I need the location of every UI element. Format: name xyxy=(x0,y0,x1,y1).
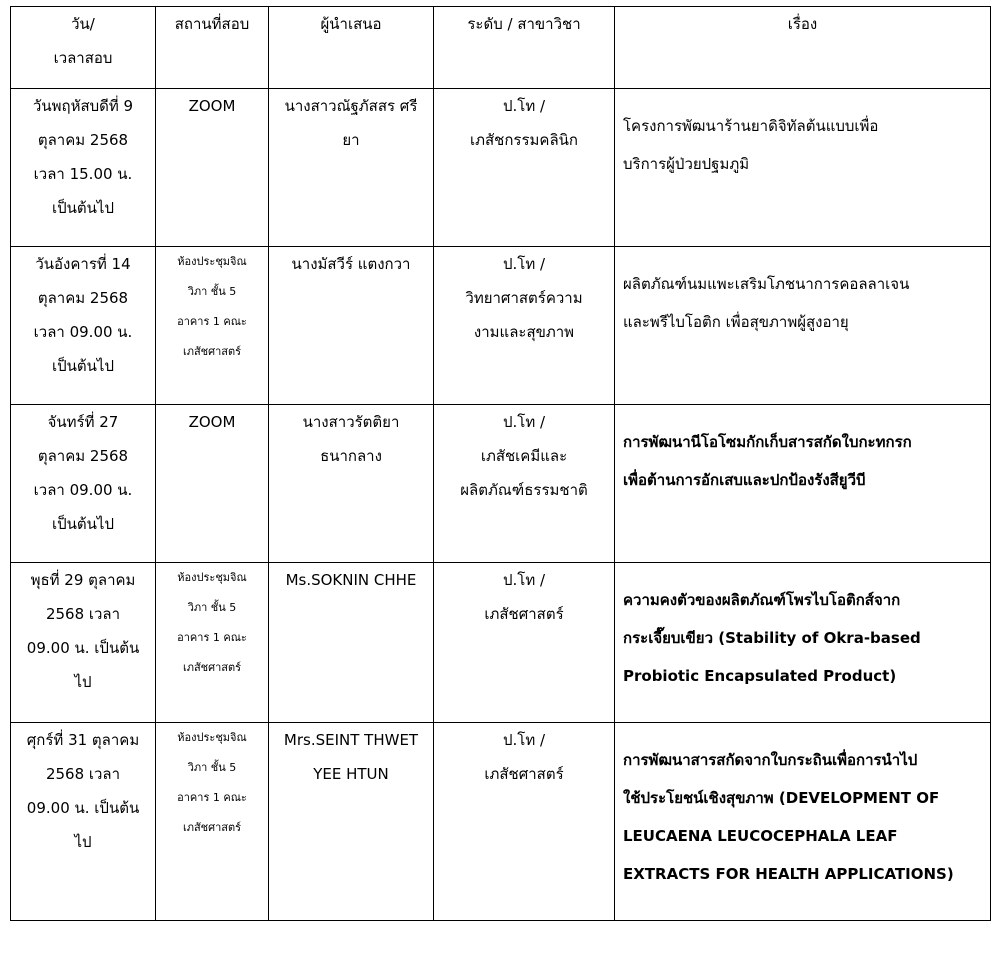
date-cell xyxy=(11,247,156,405)
level-line: วิทยาศาสตร์ความ xyxy=(465,289,583,307)
venue-line: ห้องประชุมจิณ xyxy=(177,731,247,744)
date-line: ไป xyxy=(74,833,92,851)
table-row xyxy=(11,563,991,723)
date-line: เป็นต้นไป xyxy=(52,199,114,217)
table-row xyxy=(11,405,991,563)
date-cell xyxy=(11,89,156,247)
venue-line: เภสัชศาสตร์ xyxy=(182,345,242,358)
presenter-cell xyxy=(269,405,434,563)
date-cell xyxy=(11,723,156,921)
level-line: เภสัชเคมีและ xyxy=(480,447,568,465)
venue-line: เภสัชศาสตร์ xyxy=(182,661,242,674)
topic-line: EXTRACTS FOR HEALTH APPLICATIONS) xyxy=(623,865,954,883)
date-line: ตุลาคม 2568 xyxy=(37,131,129,149)
header-row xyxy=(11,7,991,89)
presenter-line: นางสาวรัตติยา xyxy=(302,413,400,431)
venue-line: อาคาร 1 คณะ xyxy=(177,791,247,804)
date-line: พุธที่ 29 ตุลาคม xyxy=(30,571,136,589)
topic-cell xyxy=(615,247,991,405)
topic-text xyxy=(619,247,986,341)
topic-line: ความคงตัวของผลิตภัณฑ์โพรไบโอติกส์จาก xyxy=(623,591,901,609)
presenter-line: ยา xyxy=(342,131,360,149)
topic-line: เพื่อต้านการอักเสบและปกป้องรังสียูวีบี xyxy=(623,471,866,489)
date-line: เป็นต้นไป xyxy=(52,515,114,533)
header-date-line1: วัน/ xyxy=(71,15,95,33)
date-line: จันทร์ที่ 27 xyxy=(47,413,119,431)
header-topic: เรื่อง xyxy=(615,7,991,89)
topic-line: บริการผู้ป่วยปฐมภูมิ xyxy=(623,155,750,173)
topic-line: และพรีไบโอติก เพื่อสุขภาพผู้สูงอายุ xyxy=(623,313,849,331)
presenter-cell xyxy=(269,247,434,405)
date-line: ศุกร์ที่ 31 ตุลาคม xyxy=(26,731,140,749)
topic-cell xyxy=(615,89,991,247)
venue-line: ZOOM xyxy=(188,413,236,431)
level-line: ป.โท / xyxy=(502,413,546,431)
date-line: ตุลาคม 2568 xyxy=(37,289,129,307)
venue-line: ห้องประชุมจิณ xyxy=(177,571,247,584)
presenter-line: นางมัสวีร์ แตงกวา xyxy=(291,255,411,273)
topic-text xyxy=(619,563,986,695)
exam-schedule-table xyxy=(10,6,991,921)
topic-cell xyxy=(615,563,991,723)
level-line: ผลิตภัณฑ์ธรรมชาติ xyxy=(460,481,588,499)
level-line: ป.โท / xyxy=(502,571,546,589)
venue-line: เภสัชศาสตร์ xyxy=(182,821,242,834)
level-line: เภสัชศาสตร์ xyxy=(484,765,564,783)
topic-text xyxy=(619,723,986,893)
table-row xyxy=(11,723,991,921)
topic-cell xyxy=(615,723,991,921)
date-line: 2568 เวลา xyxy=(45,605,121,623)
date-line: เป็นต้นไป xyxy=(52,357,114,375)
level-line: เภสัชกรรมคลินิก xyxy=(470,131,578,149)
level-cell xyxy=(434,563,615,723)
table-row xyxy=(11,89,991,247)
presenter-line: Mrs.SEINT THWET xyxy=(283,731,419,749)
venue-cell xyxy=(156,89,269,247)
table-row xyxy=(11,247,991,405)
presenter-line: YEE HTUN xyxy=(313,765,389,783)
topic-cell xyxy=(615,405,991,563)
topic-line: LEUCAENA LEUCOCEPHALA LEAF xyxy=(623,827,898,845)
header-date-line2: เวลาสอบ xyxy=(53,49,113,67)
level-cell xyxy=(434,89,615,247)
header-venue: สถานที่สอบ xyxy=(156,7,269,89)
presenter-cell xyxy=(269,723,434,921)
date-line: วันอังคารที่ 14 xyxy=(35,255,131,273)
topic-line: การพัฒนานีโอโซมกักเก็บสารสกัดใบกะทกรก xyxy=(623,433,912,451)
presenter-cell xyxy=(269,563,434,723)
venue-cell xyxy=(156,247,269,405)
date-cell xyxy=(11,563,156,723)
presenter-cell xyxy=(269,89,434,247)
level-line: ป.โท / xyxy=(502,731,546,749)
level-line: ป.โท / xyxy=(502,255,546,273)
date-line: เวลา 09.00 น. xyxy=(33,481,133,499)
level-cell xyxy=(434,723,615,921)
header-level: ระดับ / สาขาวิชา xyxy=(434,7,615,89)
venue-cell xyxy=(156,723,269,921)
venue-cell xyxy=(156,563,269,723)
date-line: เวลา 15.00 น. xyxy=(33,165,133,183)
header-date xyxy=(11,7,156,89)
topic-line: ใช้ประโยชน์เชิงสุขภาพ (DEVELOPMENT OF xyxy=(623,789,940,807)
venue-line: ZOOM xyxy=(188,97,236,115)
date-line: เวลา 09.00 น. xyxy=(33,323,133,341)
topic-line: กระเจี๊ยบเขียว (Stability of Okra-based xyxy=(623,629,921,647)
level-line: ป.โท / xyxy=(502,97,546,115)
venue-line: อาคาร 1 คณะ xyxy=(177,315,247,328)
level-line: งามและสุขภาพ xyxy=(473,323,575,341)
date-line: ไป xyxy=(74,673,92,691)
venue-line: อาคาร 1 คณะ xyxy=(177,631,247,644)
level-cell xyxy=(434,247,615,405)
date-line: วันพฤหัสบดีที่ 9 xyxy=(32,97,134,115)
date-cell xyxy=(11,405,156,563)
level-cell xyxy=(434,405,615,563)
presenter-line: Ms.SOKNIN CHHE xyxy=(285,571,417,589)
topic-line: การพัฒนาสารสกัดจากใบกระถินเพื่อการนำไป xyxy=(623,751,918,769)
header-presenter: ผู้นำเสนอ xyxy=(269,7,434,89)
venue-line: ห้องประชุมจิณ xyxy=(177,255,247,268)
date-line: 09.00 น. เป็นต้น xyxy=(26,639,140,657)
topic-line: โครงการพัฒนาร้านยาดิจิทัลต้นแบบเพื่อ xyxy=(623,117,879,135)
date-line: 09.00 น. เป็นต้น xyxy=(26,799,140,817)
venue-line: วิภา ชั้น 5 xyxy=(187,285,237,298)
presenter-line: นางสาวณัฐภัสสร ศรี xyxy=(284,97,418,115)
topic-text xyxy=(619,89,986,183)
topic-line: Probiotic Encapsulated Product) xyxy=(623,667,897,685)
venue-cell xyxy=(156,405,269,563)
presenter-line: ธนากลาง xyxy=(320,447,382,465)
level-line: เภสัชศาสตร์ xyxy=(484,605,564,623)
topic-line: ผลิตภัณฑ์นมแพะเสริมโภชนาการคอลลาเจน xyxy=(623,275,910,293)
venue-line: วิภา ชั้น 5 xyxy=(187,761,237,774)
date-line: ตุลาคม 2568 xyxy=(37,447,129,465)
topic-text xyxy=(619,405,986,499)
venue-line: วิภา ชั้น 5 xyxy=(187,601,237,614)
date-line: 2568 เวลา xyxy=(45,765,121,783)
